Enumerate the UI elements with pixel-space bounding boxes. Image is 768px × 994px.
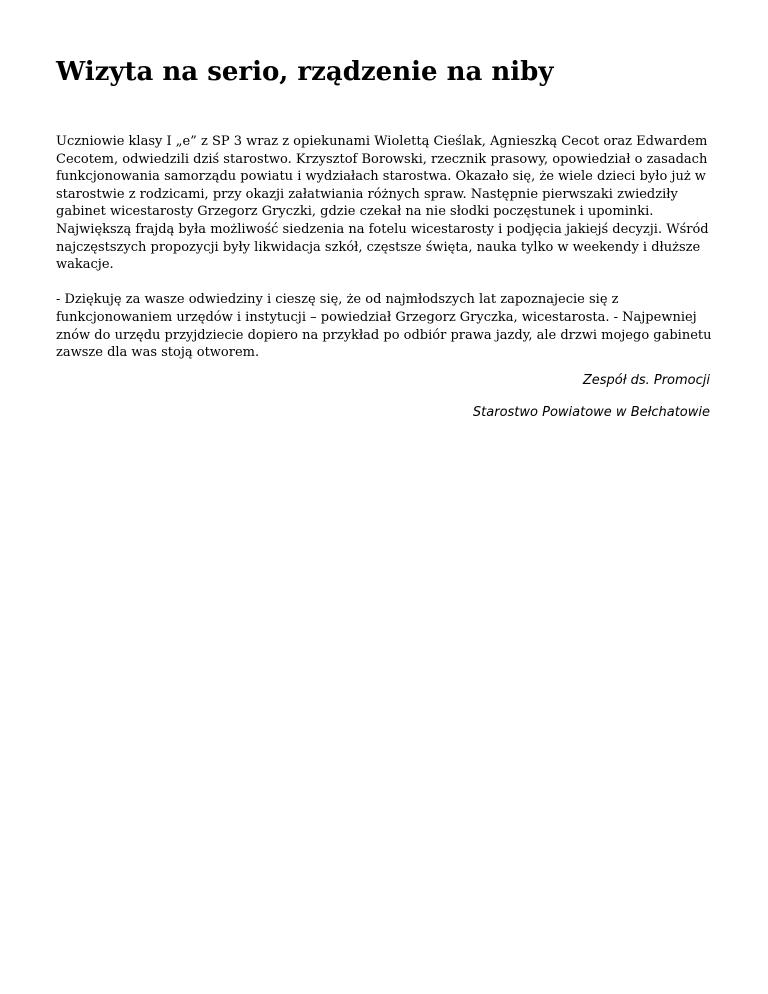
signature-team: Zespół ds. Promocji [582, 373, 710, 388]
article-paragraph: Uczniowie klasy I „e” z SP 3 wraz z opiekunami Wiolettą Cieślak, Agnieszką Cecot oraz Edwardem Cecotem, odwiedzili dziś starostwo. Krzysztof Borowski, rzecznik prasowy, opowiedział o zasadach funkcjonowania samorządu powiatu i wydziałach starostwa. Okazało się, że wiele dzieci było już w starostwie z rodzicami, przy okazji załatwiania różnych spraw. Następnie pierwszaki zwiedziły gabinet wicestarosty Grzegorz Gryczki, gdzie czekał na nie słodki poczęstunek i upominki. Największą frajdą była możliwość siedzenia na fotelu wicestarosty i podjęcia jakiejś decyzji. Wśród najczęstszych propozycji były likwidacja szkół, częstsze święta, nauka tylko w weekendy i dłuższe wakacje. [56, 134, 709, 273]
signature-office: Starostwo Powiatowe w Bełchatowie [472, 405, 710, 420]
article-body [56, 133, 712, 379]
article-paragraph: - Dziękuję za wasze odwiedziny i cieszę się, że od najmłodszych lat zapoznajecie się z funkcjonowaniem urzędów i instytucji – powiedział Grzegorz Gryczka, wicestarosta. - Najpewniej znów do urzędu przyjdziecie dopiero na przykład po odbiór prawa jazdy, ale drzwi mojego gabinetu zawsze dla was stoją otworem. [56, 292, 712, 361]
article-title: Wizyta na serio, rządzenie na niby [56, 57, 554, 87]
